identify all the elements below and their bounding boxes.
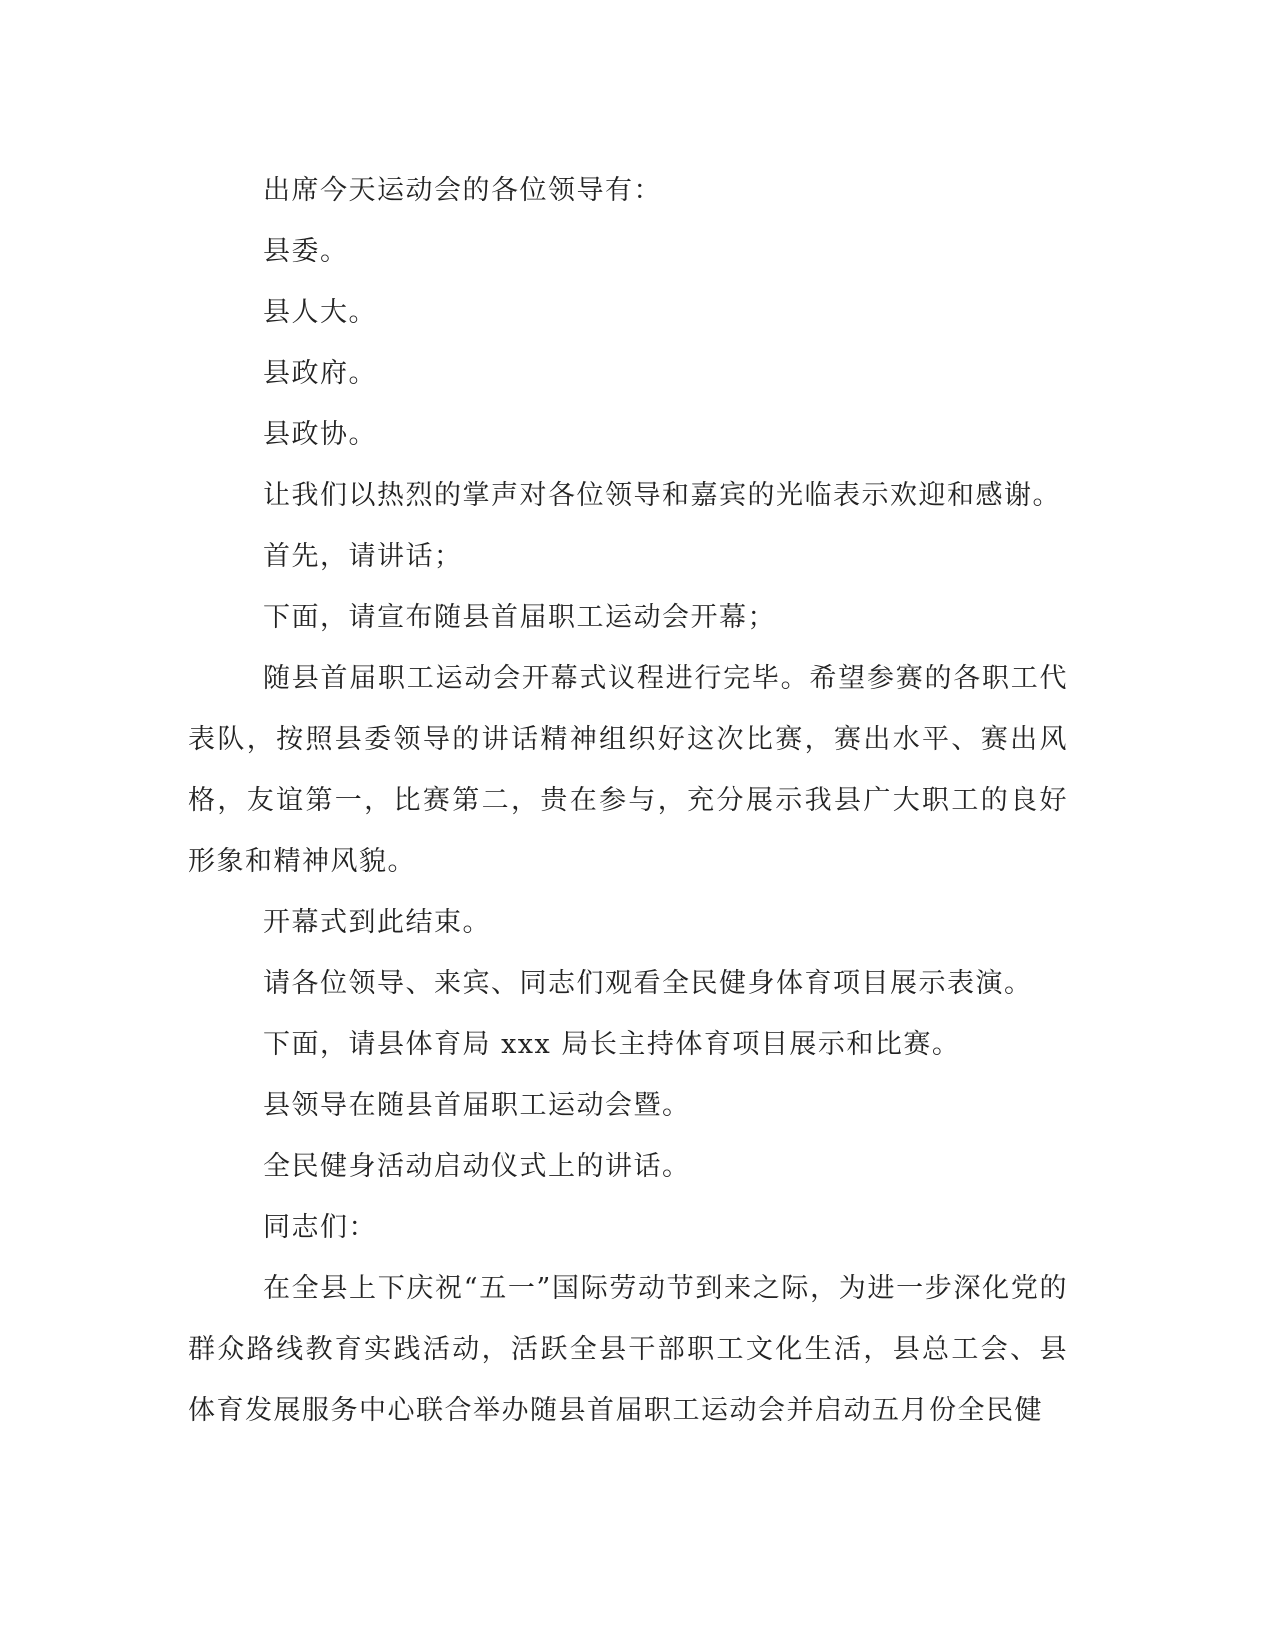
paragraph-host-competition: 下面，请县体育局 xxx 局长主持体育项目展示和比赛。 bbox=[263, 1029, 961, 1060]
paragraph-county-committee: 县委。 bbox=[263, 236, 349, 267]
paragraph-agenda-complete: 随县首届职工运动会开幕式议程进行完毕。希望参赛的各职工代表队，按照县委领导的讲话精神组织好这次比赛，赛出水平、赛出风格，友谊第一，比赛第二，贵在参与，充分展示我县广大职工的良好形象和精神风貌。 bbox=[188, 663, 1068, 877]
paragraph-county-congress: 县人大。 bbox=[263, 297, 377, 328]
paragraph-ceremony-end: 开幕式到此结束。 bbox=[263, 907, 491, 938]
paragraph-first-speech: 首先，请讲话； bbox=[263, 541, 463, 572]
paragraph-speech-body: 在全县上下庆祝“五一”国际劳动节到来之际，为进一步深化党的群众路线教育实践活动，活跃全县干部职工文化生活，县总工会、县体育发展服务中心联合举办随县首届职工运动会并启动五月份全民健 bbox=[188, 1273, 1068, 1426]
paragraph-speech-title-1: 县领导在随县首届职工运动会暨。 bbox=[263, 1090, 691, 1121]
paragraph-announce-opening: 下面，请宣布随县首届职工运动会开幕； bbox=[263, 602, 776, 633]
paragraph-county-government: 县政府。 bbox=[263, 358, 377, 389]
paragraph-salutation: 同志们： bbox=[263, 1212, 377, 1243]
document-body bbox=[188, 160, 1068, 1441]
paragraph-leaders-intro: 出席今天运动会的各位领导有： bbox=[263, 175, 662, 206]
paragraph-watch-performance: 请各位领导、来宾、同志们观看全民健身体育项目展示表演。 bbox=[263, 968, 1033, 999]
paragraph-welcome-applause: 让我们以热烈的掌声对各位领导和嘉宾的光临表示欢迎和感谢。 bbox=[263, 480, 1061, 511]
paragraph-county-cppcc: 县政协。 bbox=[263, 419, 377, 450]
paragraph-speech-title-2: 全民健身活动启动仪式上的讲话。 bbox=[263, 1151, 691, 1182]
